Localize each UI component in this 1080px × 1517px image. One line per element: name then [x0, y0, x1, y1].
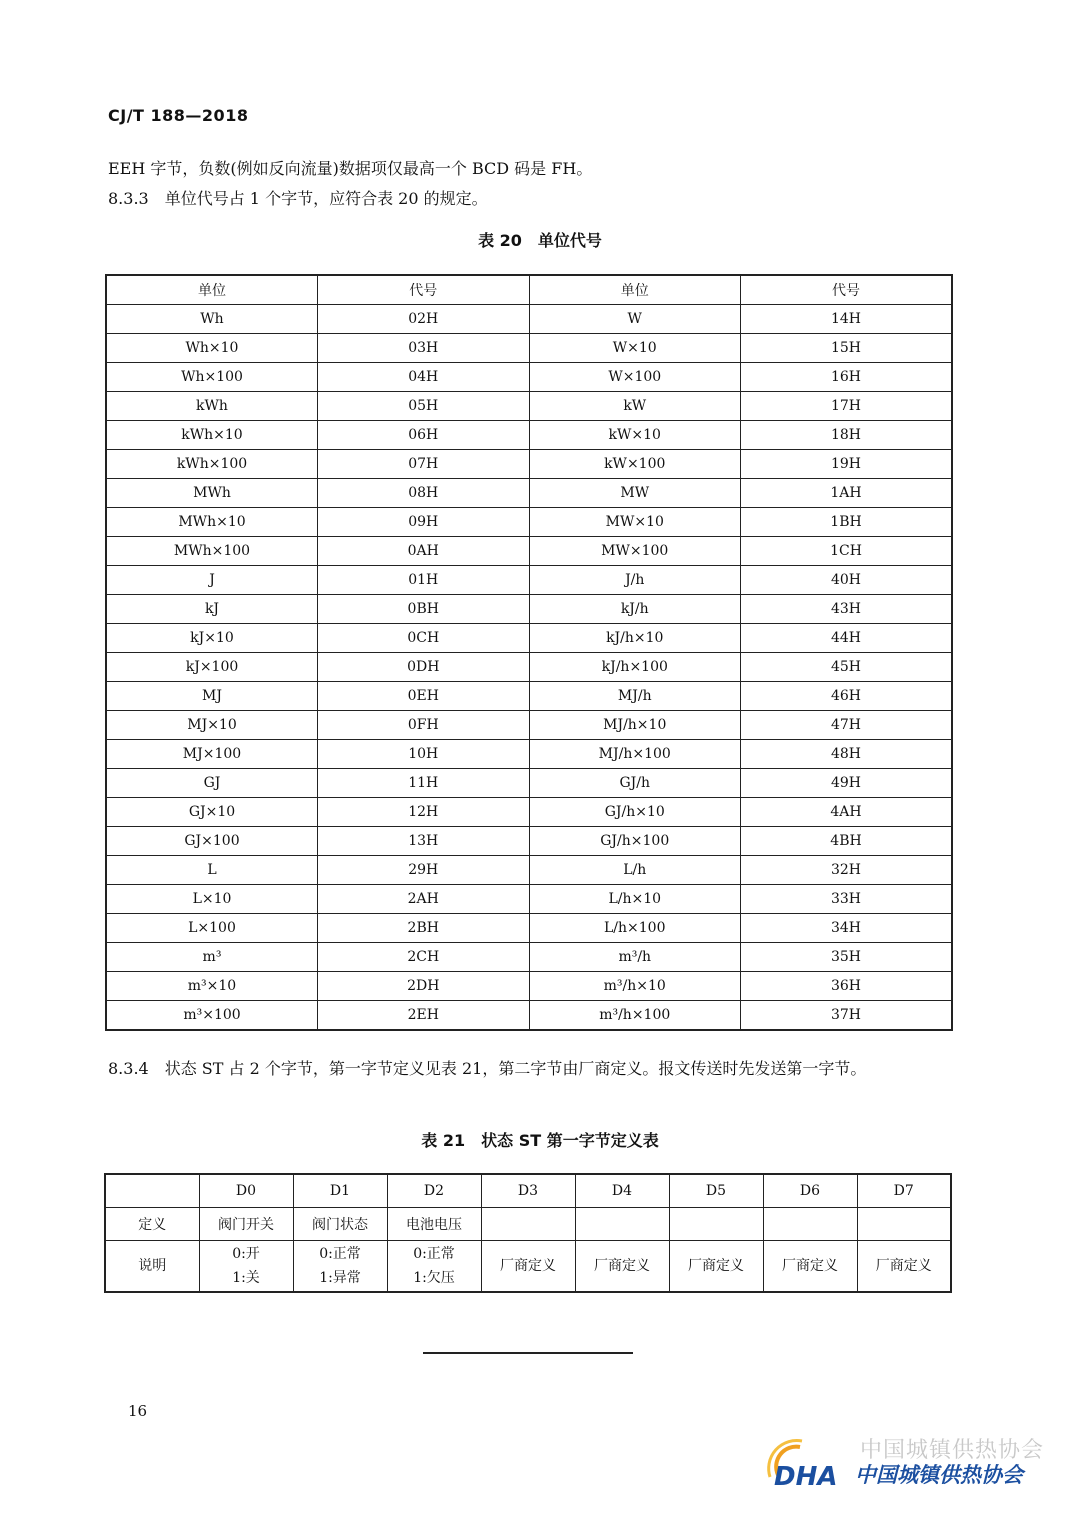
table-20-header-cell: 单位	[529, 275, 741, 305]
table-20-cell: J	[106, 566, 318, 595]
table-20-cell: GJ/h×10	[529, 798, 741, 827]
table-row	[106, 363, 952, 392]
table-20-cell: kWh	[106, 392, 318, 421]
table-20-cell: L/h×100	[529, 914, 741, 943]
table-20-cell: 0CH	[318, 624, 530, 653]
table-20-cell: 0FH	[318, 711, 530, 740]
table-20-cell: 35H	[741, 943, 953, 972]
table-20-cell: kWh×100	[106, 450, 318, 479]
description-line: 厂商定义	[782, 1258, 838, 1274]
table-20-cell: m³/h	[529, 943, 741, 972]
table-row	[106, 508, 952, 537]
table-row	[106, 450, 952, 479]
definition-cell	[763, 1208, 857, 1241]
table-row	[106, 769, 952, 798]
definition-label: 定义	[105, 1208, 199, 1241]
table-20-cell: W	[529, 305, 741, 334]
table-row	[106, 682, 952, 711]
table-20-caption: 表 20 单位代号	[478, 231, 602, 250]
table-20-cell: kW×100	[529, 450, 741, 479]
table-row	[106, 972, 952, 1001]
table-20-cell: kJ×10	[106, 624, 318, 653]
table-21-header-cell	[105, 1174, 199, 1208]
table-20-cell: MW×100	[529, 537, 741, 566]
table-row	[106, 740, 952, 769]
table-20-cell: MW	[529, 479, 741, 508]
end-divider	[423, 1352, 633, 1354]
table-20-cell: L×10	[106, 885, 318, 914]
table-row	[106, 653, 952, 682]
table-21-header-cell: D6	[763, 1174, 857, 1208]
page-number: 16	[128, 1402, 148, 1420]
table-20-cell: m³/h×100	[529, 1001, 741, 1031]
paragraph-eeh: EEH 字节，负数(例如反向流量)数据项仅最高一个 BCD 码是 FH。	[108, 159, 593, 178]
table-20-cell: kWh×10	[106, 421, 318, 450]
table-20-cell: MJ×100	[106, 740, 318, 769]
table-20-cell: 33H	[741, 885, 953, 914]
unit-code-table	[105, 274, 953, 1031]
table-20-cell: 48H	[741, 740, 953, 769]
table-row	[106, 885, 952, 914]
table-20-cell: MJ/h×100	[529, 740, 741, 769]
table-20-cell: 02H	[318, 305, 530, 334]
table-row	[106, 827, 952, 856]
table-20-cell: 46H	[741, 682, 953, 711]
table-20-cell: MJ/h	[529, 682, 741, 711]
table-20-cell: 32H	[741, 856, 953, 885]
table-20-header-cell: 单位	[106, 275, 318, 305]
table-20-cell: 0BH	[318, 595, 530, 624]
table-21-header-cell: D0	[199, 1174, 293, 1208]
table-20-cell: 19H	[741, 450, 953, 479]
watermark-org: 中国城镇供热协会	[855, 1463, 1023, 1487]
table-20-cell: 01H	[318, 566, 530, 595]
table-20-cell: GJ×100	[106, 827, 318, 856]
table-20-cell: GJ/h	[529, 769, 741, 798]
table-20-cell: 0EH	[318, 682, 530, 711]
description-line: 1:欠压	[413, 1270, 455, 1286]
table-20-cell: MJ	[106, 682, 318, 711]
table-20-cell: Wh×10	[106, 334, 318, 363]
definition-cell: 电池电压	[387, 1208, 481, 1241]
table-20-cell: 11H	[318, 769, 530, 798]
table-20-cell: kJ	[106, 595, 318, 624]
watermark	[760, 1429, 1060, 1499]
table-20-cell: 09H	[318, 508, 530, 537]
table-20-cell: 05H	[318, 392, 530, 421]
table-20-cell: kW×10	[529, 421, 741, 450]
table-20-cell: Wh×100	[106, 363, 318, 392]
table-20-cell: 10H	[318, 740, 530, 769]
table-21-header-cell: D3	[481, 1174, 575, 1208]
watermark-account: 中国城镇供热协会	[860, 1438, 1045, 1463]
description-line: 0:正常	[413, 1246, 455, 1262]
table-row	[106, 798, 952, 827]
table-20-cell: m³×100	[106, 1001, 318, 1031]
table-21-header-cell: D2	[387, 1174, 481, 1208]
definition-cell	[481, 1208, 575, 1241]
table-20-cell: MJ/h×10	[529, 711, 741, 740]
table-row	[106, 856, 952, 885]
table-21-header-cell: D5	[669, 1174, 763, 1208]
table-row	[106, 711, 952, 740]
description-line: 0:正常	[319, 1246, 361, 1262]
description-line: 1:关	[232, 1270, 260, 1286]
table-row	[106, 943, 952, 972]
table-20-cell: 2DH	[318, 972, 530, 1001]
table-20-cell: W×10	[529, 334, 741, 363]
table-row	[106, 537, 952, 566]
cdha-logo-icon	[760, 1435, 860, 1495]
table-20-cell: kJ/h×100	[529, 653, 741, 682]
table-20-cell: L/h×10	[529, 885, 741, 914]
table-20-cell: 1AH	[741, 479, 953, 508]
table-20-cell: 06H	[318, 421, 530, 450]
table-20-cell: J/h	[529, 566, 741, 595]
table-20-cell: 15H	[741, 334, 953, 363]
table-20-cell: 18H	[741, 421, 953, 450]
table-20-cell: 0AH	[318, 537, 530, 566]
table-20-cell: 36H	[741, 972, 953, 1001]
description-label: 说明	[105, 1241, 199, 1293]
table-21-header-cell: D7	[857, 1174, 951, 1208]
table-row	[106, 392, 952, 421]
table-20-cell: MWh×10	[106, 508, 318, 537]
standard-code: CJ/T 188—2018	[108, 106, 249, 125]
table-row	[106, 334, 952, 363]
table-21-header-cell: D1	[293, 1174, 387, 1208]
description-cell	[293, 1241, 387, 1293]
table-20-cell: Wh	[106, 305, 318, 334]
definition-cell	[669, 1208, 763, 1241]
table-20-cell: 12H	[318, 798, 530, 827]
table-20-cell: m³×10	[106, 972, 318, 1001]
table-20-cell: 03H	[318, 334, 530, 363]
table-21-caption: 表 21 状态 ST 第一字节定义表	[421, 1131, 659, 1150]
table-20-header-cell: 代号	[318, 275, 530, 305]
table-20-cell: kW	[529, 392, 741, 421]
table-20-cell: 14H	[741, 305, 953, 334]
table-20-cell: kJ×100	[106, 653, 318, 682]
description-cell	[669, 1241, 763, 1293]
table-20-cell: 2AH	[318, 885, 530, 914]
table-20-cell: MW×10	[529, 508, 741, 537]
table-20-cell: L×100	[106, 914, 318, 943]
table-20-cell: m³/h×10	[529, 972, 741, 1001]
table-20-cell: 34H	[741, 914, 953, 943]
table-20-cell: 16H	[741, 363, 953, 392]
table-20-cell: 17H	[741, 392, 953, 421]
table-20-cell: L	[106, 856, 318, 885]
table-20-cell: 45H	[741, 653, 953, 682]
table-20-cell: 13H	[318, 827, 530, 856]
description-line: 0:开	[232, 1246, 260, 1262]
table-20-cell: 47H	[741, 711, 953, 740]
table-row	[106, 305, 952, 334]
definition-cell: 阀门开关	[199, 1208, 293, 1241]
table-20-cell: 0DH	[318, 653, 530, 682]
table-20-cell: MJ×10	[106, 711, 318, 740]
definition-cell	[857, 1208, 951, 1241]
description-cell	[481, 1241, 575, 1293]
table-21-header-cell: D4	[575, 1174, 669, 1208]
description-cell	[857, 1241, 951, 1293]
table-row	[106, 1001, 952, 1031]
table-20-cell: 08H	[318, 479, 530, 508]
table-20-cell: GJ	[106, 769, 318, 798]
table-20-cell: MWh×100	[106, 537, 318, 566]
definition-cell: 阀门状态	[293, 1208, 387, 1241]
table-row	[106, 421, 952, 450]
table-20-cell: 4BH	[741, 827, 953, 856]
table-row	[106, 479, 952, 508]
table-20-cell: 44H	[741, 624, 953, 653]
table-20-cell: 2CH	[318, 943, 530, 972]
paragraph-8-3-4: 8.3.4 状态 ST 占 2 个字节，第一字节定义见表 21，第二字节由厂商定义。报文传送时先发送第一字节。	[108, 1059, 867, 1078]
description-line: 厂商定义	[875, 1258, 932, 1274]
description-cell	[763, 1241, 857, 1293]
description-line: 厂商定义	[594, 1258, 650, 1274]
definition-cell	[575, 1208, 669, 1241]
table-20-cell: 04H	[318, 363, 530, 392]
table-20-cell: 40H	[741, 566, 953, 595]
table-20-cell: 29H	[318, 856, 530, 885]
table-20-cell: 1CH	[741, 537, 953, 566]
table-row	[106, 624, 952, 653]
table-row	[106, 914, 952, 943]
status-byte-table	[104, 1173, 952, 1293]
table-20-cell: L/h	[529, 856, 741, 885]
table-20-cell: 37H	[741, 1001, 953, 1031]
description-cell	[199, 1241, 293, 1293]
table-20-cell: kJ/h×10	[529, 624, 741, 653]
table-20-cell: GJ×10	[106, 798, 318, 827]
description-cell	[387, 1241, 481, 1293]
description-cell	[575, 1241, 669, 1293]
paragraph-8-3-3: 8.3.3 单位代号占 1 个字节，应符合表 20 的规定。	[108, 189, 488, 208]
description-line: 厂商定义	[500, 1258, 556, 1274]
description-line: 1:异常	[319, 1270, 361, 1286]
table-row	[106, 566, 952, 595]
table-20-cell: GJ/h×100	[529, 827, 741, 856]
table-20-cell: W×100	[529, 363, 741, 392]
table-20-cell: 07H	[318, 450, 530, 479]
table-20-cell: m³	[106, 943, 318, 972]
table-20-cell: 1BH	[741, 508, 953, 537]
table-20-cell: MWh	[106, 479, 318, 508]
table-20-cell: 4AH	[741, 798, 953, 827]
table-20-cell: 2EH	[318, 1001, 530, 1031]
table-20-header-cell: 代号	[741, 275, 953, 305]
table-20-cell: 2BH	[318, 914, 530, 943]
table-20-cell: 49H	[741, 769, 953, 798]
table-row	[106, 595, 952, 624]
svg-text:DHA: DHA	[774, 1462, 838, 1492]
description-line: 厂商定义	[688, 1258, 744, 1274]
table-20-cell: 43H	[741, 595, 953, 624]
table-20-cell: kJ/h	[529, 595, 741, 624]
